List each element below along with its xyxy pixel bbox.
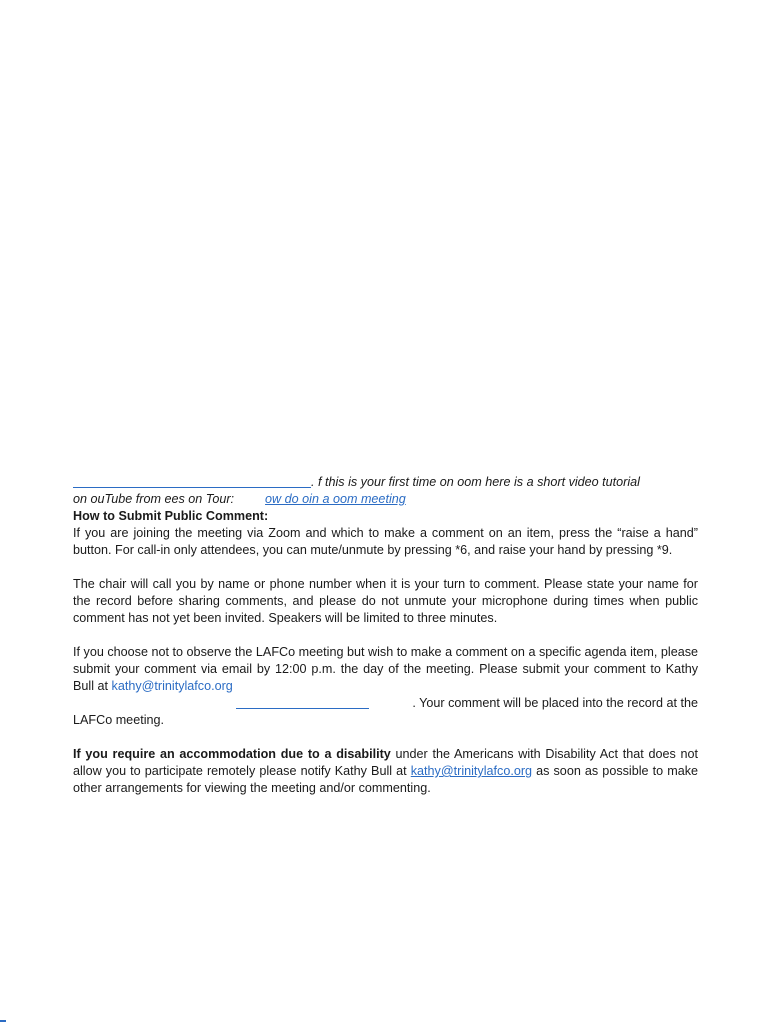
accommodation-email-link[interactable]: kathy@trinitylafco.org xyxy=(410,764,533,778)
page-corner-mark xyxy=(0,1020,6,1022)
chair-call-paragraph: The chair will call you by name or phone number when it is your turn to comment. Please state your name for the record before sharing comments, and please do not unmute your microphone during times when public comment has not yet been invited. Speakers will be limited to three minutes. xyxy=(73,577,698,625)
record-placement-text: . Your comment will be placed into the record at the xyxy=(412,696,698,710)
zoom-intro-line-1 xyxy=(73,474,698,491)
public-comment-heading: How to Submit Public Comment: xyxy=(73,509,269,523)
accommodation-closing-text: as soon as possible to make other arrangements for viewing the meeting and/or commenting. xyxy=(73,764,698,795)
email-link-blank[interactable] xyxy=(236,695,369,709)
accommodation-paragraph xyxy=(73,746,698,797)
meeting-instructions xyxy=(73,474,698,797)
zoom-link-blank[interactable] xyxy=(73,474,311,488)
email-comment-paragraph xyxy=(73,644,698,695)
zoom-comment-paragraph: If you are joining the meeting via Zoom and which to make a comment on an item, press the “raise a hand” button. For call-in only attendees, you can mute/unmute by pressing *6, and raise your hand by pressing *9. xyxy=(73,526,698,557)
email-comment-continuation xyxy=(73,695,698,712)
lafco-meeting-text: LAFCo meeting. xyxy=(73,713,164,727)
youtube-source-text: on ouTube from ees on Tour: xyxy=(73,492,235,506)
accommodation-text: under the Americans with Disability Act that does not allow you to participate remotely please notify Kathy Bull at xyxy=(73,747,698,778)
video-tutorial-link[interactable]: ow do oin a oom meeting xyxy=(265,492,406,506)
email-comment-text: If you choose not to observe the LAFCo meeting but wish to make a comment on a specific agenda item, please submit your comment via email by 12:00 p.m. the day of the meeting. Please submit your comment to Kathy Bull at xyxy=(73,645,698,693)
kathy-email-link[interactable]: kathy@trinitylafco.org xyxy=(111,679,233,693)
zoom-intro-text: . f this is your first time on oom here is a short video tutorial xyxy=(311,475,640,489)
accommodation-bold-lead: If you require an accommodation due to a disability xyxy=(73,747,391,761)
zoom-intro-line-2 xyxy=(73,491,698,508)
